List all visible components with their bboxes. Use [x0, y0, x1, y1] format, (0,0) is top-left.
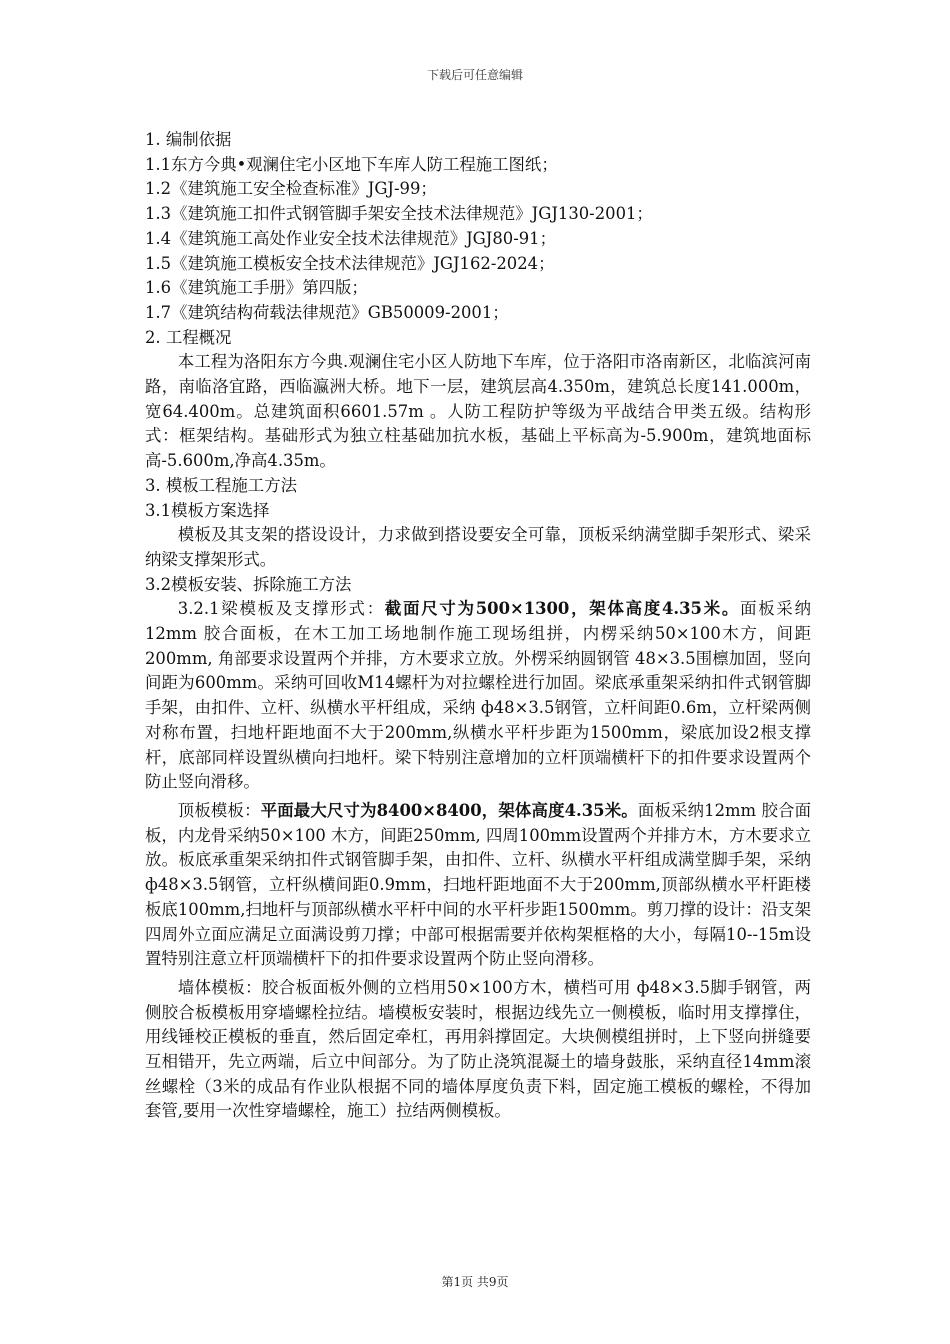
section-1-title: 1. 编制依据: [145, 130, 232, 149]
beam-formwork-lead: 3.2.1梁模板及支撑形式：: [177, 599, 385, 619]
wall-formwork-paragraph: 墙体模板：胶合板面板外侧的立档用50×100方木，横档可用 ф48×3.5脚手钢管，两侧胶合板模板用穿墙螺栓拉结。墙模板安装时，根据边线先立一侧模板，临时用支撑撑住，用线锤校正模板的垂直，然后固定牵杠，再用斜撑固定。大块侧模组拼时，上下竖向拼缝要互相错开，先立两端，后立中间部分。为了防止浇筑混凝土的墙身鼓胀，采纳直径14mm滚丝螺栓（3米的成品有作业队根据不同的墙体厚度负责下料，固定施工模板的螺栓，不得加套管,要用一次性穿墙螺栓，施工）拉结两侧模板。: [145, 977, 811, 1121]
reference-item: 1.6《建筑施工手册》第四版；: [145, 278, 368, 298]
section-3-2-title: 3.2模板安装、拆除施工方法: [145, 574, 352, 594]
roof-formwork-lead: 顶板模板：: [177, 800, 261, 820]
beam-formwork-paragraph: [145, 597, 811, 795]
beam-formwork-emphasis: 截面尺寸为500×1300，架体高度4.35米。: [384, 599, 741, 619]
reference-item: 1.7《建筑结构荷载法律规范》GB50009-2001；: [145, 302, 509, 322]
formwork-scheme-paragraph: 模板及其支架的搭设设计，力求做到搭设要安全可靠，顶板采纳满堂脚手架形式、梁采纳梁支撑架形式。: [145, 525, 811, 569]
reference-item: 1.1东方今典•观澜住宅小区地下车库人防工程施工图纸；: [145, 154, 558, 174]
page-footer: 第1页 共9页: [441, 1275, 509, 1289]
roof-formwork-body: 面板采纳12mm 胶合面板，内龙骨采纳50×100 木方，间距250mm, 四周100mm设置两个并排方木，方木要求立放。板底承重架采纳扣件式钢管脚手架，由扣件、立杆、纵横水平杆组成满堂脚手架，采纳 ф48×3.5钢管，立杆纵横间距0.9mm，扫地杆距地面不大于200mm,顶部纵横水平杆距楼板底100mm,扫地杆与顶部纵横水平杆中间的水平杆步距1500mm。剪刀撑的设计：沿支架四周外立面应满足立面满设剪刀撑；中部可根据需要并依构架框格的大小，每隔10--15m设置特别注意立杆顶端横杆下的扣件要求设置两个防止竖向滑移。: [145, 800, 812, 969]
reference-item: 1.5《建筑施工模板安全技术法律规范》JGJ162-2024；: [145, 253, 555, 273]
section-3-1-title: 3.1模板方案选择: [145, 500, 270, 520]
reference-item: 1.3《建筑施工扣件式钢管脚手架安全技术法律规范》JGJ130-2001；: [145, 204, 653, 224]
project-overview-paragraph: 本工程为洛阳东方今典.观澜住宅小区人防地下车库，位于洛阳市洛南新区，北临滨河南路，南临洛宜路，西临瀛洲大桥。地下一层，建筑层高4.350m，建筑总长度141.000m，宽64.400m。总建筑面积6601.57m 。人防工程防护等级为平战结合甲类五级。结构形式：框架结构。基础形式为独立柱基础加抗水板，基础上平标高为-5.900m，建筑地面标高-5.600m,净高4.35m。: [145, 352, 811, 471]
roof-formwork-paragraph: [145, 799, 811, 972]
roof-formwork-emphasis: 平面最大尺寸为8400×8400，架体高度4.35米。: [260, 800, 638, 820]
section-2-title: 2. 工程概况: [145, 327, 232, 347]
reference-item: 1.4《建筑施工高处作业安全技术法律规范》JGJ80-91；: [145, 228, 556, 248]
page-header: 下载后可任意编辑: [426, 68, 523, 82]
section-3-title: 3. 模板工程施工方法: [145, 475, 297, 495]
document-body: [145, 128, 811, 1124]
reference-item: 1.2《建筑施工安全检查标准》JGJ-99；: [145, 179, 437, 199]
beam-formwork-body: 面板采纳12mm 胶合面板，在木工加工场地制作施工现场组拼，内楞采纳50×100木方，间距200mm, 角部要求设置两个并排，方木要求立放。外楞采纳圆钢管 48×3.5围檩加固，竖向间距为600mm。采纳可回收M14螺杆为对拉螺栓进行加固。梁底承重架采纳扣件式钢管脚手架，由扣件、立杆、纵横水平杆组成，采纳 ф48×3.5钢管，立杆间距0.6m，立杆梁两侧对称布置，扫地杆距地面不大于200mm,纵横水平杆步距为1500mm，梁底加设2根支撑杆，底部同样设置纵横向扫地杆。梁下特别注意增加的立杆顶端横杆下的扣件要求设置两个防止竖向滑移。: [145, 599, 811, 792]
